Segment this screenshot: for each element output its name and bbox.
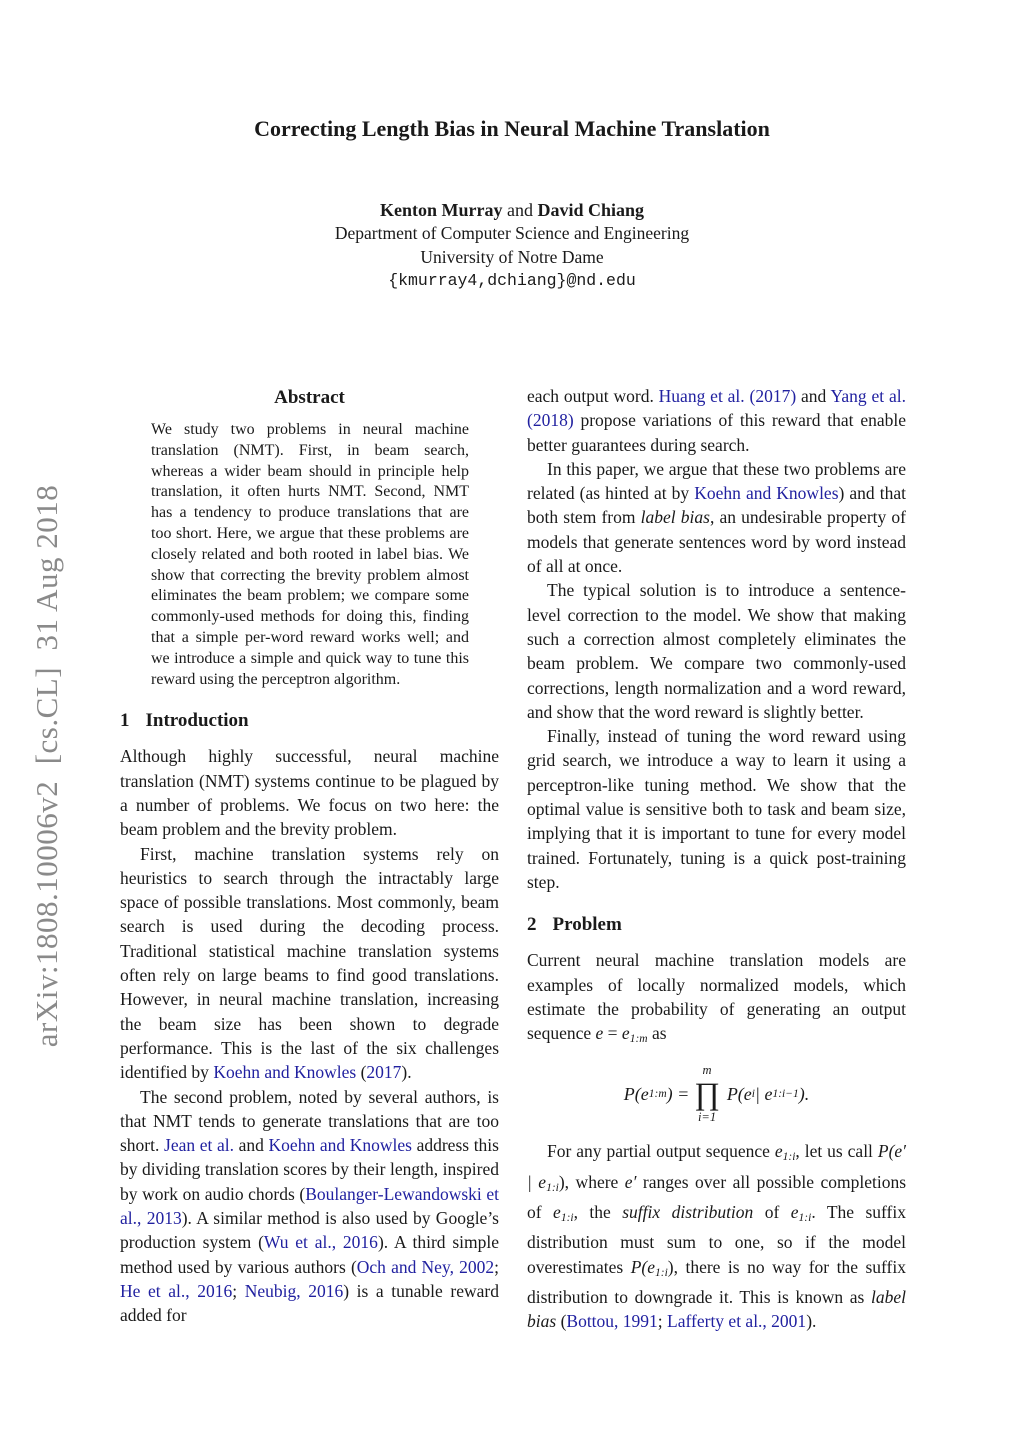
text-segment: ).	[806, 1311, 817, 1332]
equation-rhs: P(e	[726, 1084, 752, 1105]
text-segment: P(e′ | e	[527, 1141, 906, 1192]
text-segment: Current neural machine translation models are examples of locally normalized models, which estimate the probability of generating an output sequence	[527, 950, 906, 1044]
paragraph-problem-2	[527, 1139, 906, 1333]
product-upper-limit: m	[702, 1063, 712, 1078]
abstract-heading: Abstract	[274, 387, 345, 408]
text-segment: e	[595, 1023, 604, 1044]
paragraph-intro-1	[120, 744, 499, 841]
citation-link[interactable]: Koehn and Knowles	[213, 1062, 357, 1083]
text-segment: 1:i	[560, 1212, 574, 1225]
paragraph-intro-3	[120, 1085, 499, 1328]
text-segment: address this by dividing translation scores by their length, inspired by work on audio chords (	[120, 1135, 499, 1204]
text-segment: Although highly successful, neural machine translation (NMT) systems continue to be plagued by a number of problems. We focus on two here: the beam problem and the brevity problem.	[120, 746, 499, 840]
text-segment: e	[621, 1023, 630, 1044]
text-segment: e	[553, 1202, 561, 1223]
text-segment: of	[753, 1202, 791, 1223]
text-segment: P(e	[630, 1256, 655, 1277]
text-segment: and	[796, 386, 831, 406]
equation-product-formula: P(e 1:m ) = m ∏ i=1 P(e i | e 1:i−1 ).	[623, 1063, 810, 1124]
equation-conditional: | e	[755, 1084, 773, 1105]
text-segment: propose variations of this reward that enable better guarantees during search.	[527, 410, 906, 455]
citation-link[interactable]: Koehn and Knowles	[268, 1135, 412, 1156]
equation-lhs: P(e	[623, 1084, 649, 1105]
text-segment: ) is a tunable reward added for	[120, 1280, 499, 1326]
text-segment: In this paper, we argue that these two problems are related (as hinted at by	[527, 458, 906, 504]
citation-link[interactable]: Neubig, 2016	[244, 1280, 344, 1301]
department-line: Department of Computer Science and Engineering	[334, 223, 690, 243]
text-segment: ), where	[558, 1171, 625, 1192]
text-segment: ranges over all possible completions of	[527, 1171, 907, 1223]
text-segment: each output word.	[527, 386, 659, 406]
text-segment: 1:i	[546, 1181, 559, 1194]
text-segment: . The suffix distribution must sum to one, so if the model overestimates	[527, 1202, 906, 1277]
citation-link[interactable]: He et al., 2016	[120, 1280, 233, 1301]
arxiv-watermark: arXiv:1808.10006v2 [cs.CL] 31 Aug 2018	[29, 484, 64, 1048]
university-line: University of Notre Dame	[420, 246, 604, 267]
text-segment: e′	[624, 1171, 637, 1192]
text-segment: ), there is no way for the suffix distribution to downgrade it. This is known as	[527, 1256, 906, 1307]
text-segment: ). A similar method is also used by Google’s production system (	[120, 1208, 499, 1253]
section-2-number: 2	[527, 914, 537, 936]
text-segment: ). A third simple method used by various authors (	[120, 1232, 500, 1277]
paragraph-right-1	[527, 384, 906, 457]
page-title: Correcting Length Bias in Neural Machine Translation	[254, 116, 770, 141]
paragraph-right-2	[527, 457, 906, 578]
section-1-title: Introduction	[145, 710, 249, 732]
email-line: {kmurray4,dchiang}@nd.edu	[388, 271, 636, 290]
citation-link[interactable]: Huang et al. (2017)	[658, 386, 797, 406]
paragraph-intro-2	[120, 842, 499, 1085]
text-segment: 1:m	[629, 1033, 648, 1046]
text-segment: (	[556, 1311, 567, 1332]
text-segment: e	[774, 1141, 783, 1162]
text-segment: ;	[232, 1280, 245, 1301]
citation-link[interactable]: Boulanger-Lewandowski et al., 2013	[120, 1183, 499, 1228]
author-separator: and	[502, 200, 538, 220]
text-segment: , an undesirable property of models that generate sentences word by word instead of all at once.	[527, 507, 906, 577]
text-segment: 1:i	[798, 1212, 812, 1225]
paragraph-problem-1	[527, 948, 906, 1051]
author-1: Kenton Murray	[379, 200, 503, 220]
text-segment: For any partial output sequence	[547, 1141, 775, 1162]
text-segment: ) and that both stem from	[527, 483, 906, 528]
citation-link[interactable]: Yang et al. (2018)	[527, 386, 906, 431]
text-segment: ;	[657, 1311, 668, 1332]
text-segment: (	[356, 1062, 367, 1083]
paragraph-right-4	[527, 724, 906, 894]
text-segment: Finally, instead of tuning the word reward using grid search, we introduce a way to learn it using a perceptron-like tuning method. We show that the optimal value is sensitive both to task and beam size, implying that it is important to tune for every model trained. Fortunately, tuning is a quick post-training step.	[527, 726, 906, 892]
text-segment: label bias	[640, 507, 710, 528]
section-2-heading	[527, 913, 906, 937]
text-segment: as	[647, 1023, 667, 1044]
citation-link[interactable]: Koehn and Knowles	[694, 483, 839, 504]
product-lower-limit: i=1	[697, 1109, 717, 1124]
section-1-number: 1	[120, 710, 130, 732]
text-segment: The second problem, noted by several authors, is that NMT tends to generate translations that are too short.	[120, 1086, 499, 1156]
citation-link[interactable]: Lafferty et al., 2001	[667, 1311, 807, 1332]
text-segment: ;	[494, 1256, 499, 1277]
text-segment: , the	[573, 1202, 623, 1223]
paragraph-right-3	[527, 578, 906, 724]
header	[0, 116, 1024, 293]
text-segment: , let us call	[795, 1141, 878, 1162]
abstract-body: We study two problems in neural machine translation (NMT). First, in beam search, whereas a wider beam should in principle help translation, it often hurts NMT. Second, NMT has a tendency to produce translations that are too short. Here, we argue that these problems are closely related and both rooted in label bias. We show that correcting the brevity problem almost eliminates the beam problem; we compare some commonly-used methods for doing this, finding that a simple per-word reward works well; and we introduce a simple and quick way to tune this reward using the perceptron algorithm.	[151, 421, 469, 688]
author-line	[0, 198, 1024, 222]
equation-equals: ) =	[666, 1084, 690, 1105]
text-segment: =	[603, 1023, 622, 1044]
equation-close: ).	[798, 1084, 810, 1105]
author-2: David Chiang	[537, 200, 645, 220]
citation-link[interactable]: Bottou, 1991	[566, 1311, 658, 1332]
section-2-title: Problem	[552, 914, 622, 936]
product-symbol-icon: ∏	[694, 1076, 720, 1112]
citation-link[interactable]: 2017	[366, 1062, 402, 1083]
left-column	[120, 384, 499, 1327]
text-segment: 1:i	[655, 1266, 668, 1279]
right-column	[527, 384, 906, 1334]
text-segment: The typical solution is to introduce a sentence-level correction to the model. We show that making such a correction almost completely eliminates the beam problem. We compare two commonly-used corrections, length normalization and a word reward, and show that the word reward is slightly better.	[527, 580, 906, 722]
citation-link[interactable]: Wu et al., 2016	[263, 1232, 378, 1253]
text-segment: and	[234, 1135, 269, 1156]
text-segment: First, machine translation systems rely on heuristics to search through the intractably large space of possible translations. Most commonly, beam search is used during the decoding process. Traditional statistical machine translation systems often rely on large beams to find good translations. However, in neural machine translation, increasing the beam size has been shown to degrade performance. This is the last of the six challenges identified by	[120, 843, 499, 1083]
section-1-heading	[120, 709, 499, 733]
text-segment: 1:i	[782, 1151, 796, 1164]
text-segment: ).	[401, 1062, 412, 1083]
text-segment: suffix distribution	[622, 1202, 754, 1223]
text-segment: label bias	[527, 1286, 906, 1332]
citation-link[interactable]: Och and Ney, 2002	[356, 1256, 495, 1277]
product-operator	[694, 1064, 720, 1124]
citation-link[interactable]: Jean et al.	[164, 1135, 235, 1156]
text-segment: e	[790, 1202, 799, 1223]
